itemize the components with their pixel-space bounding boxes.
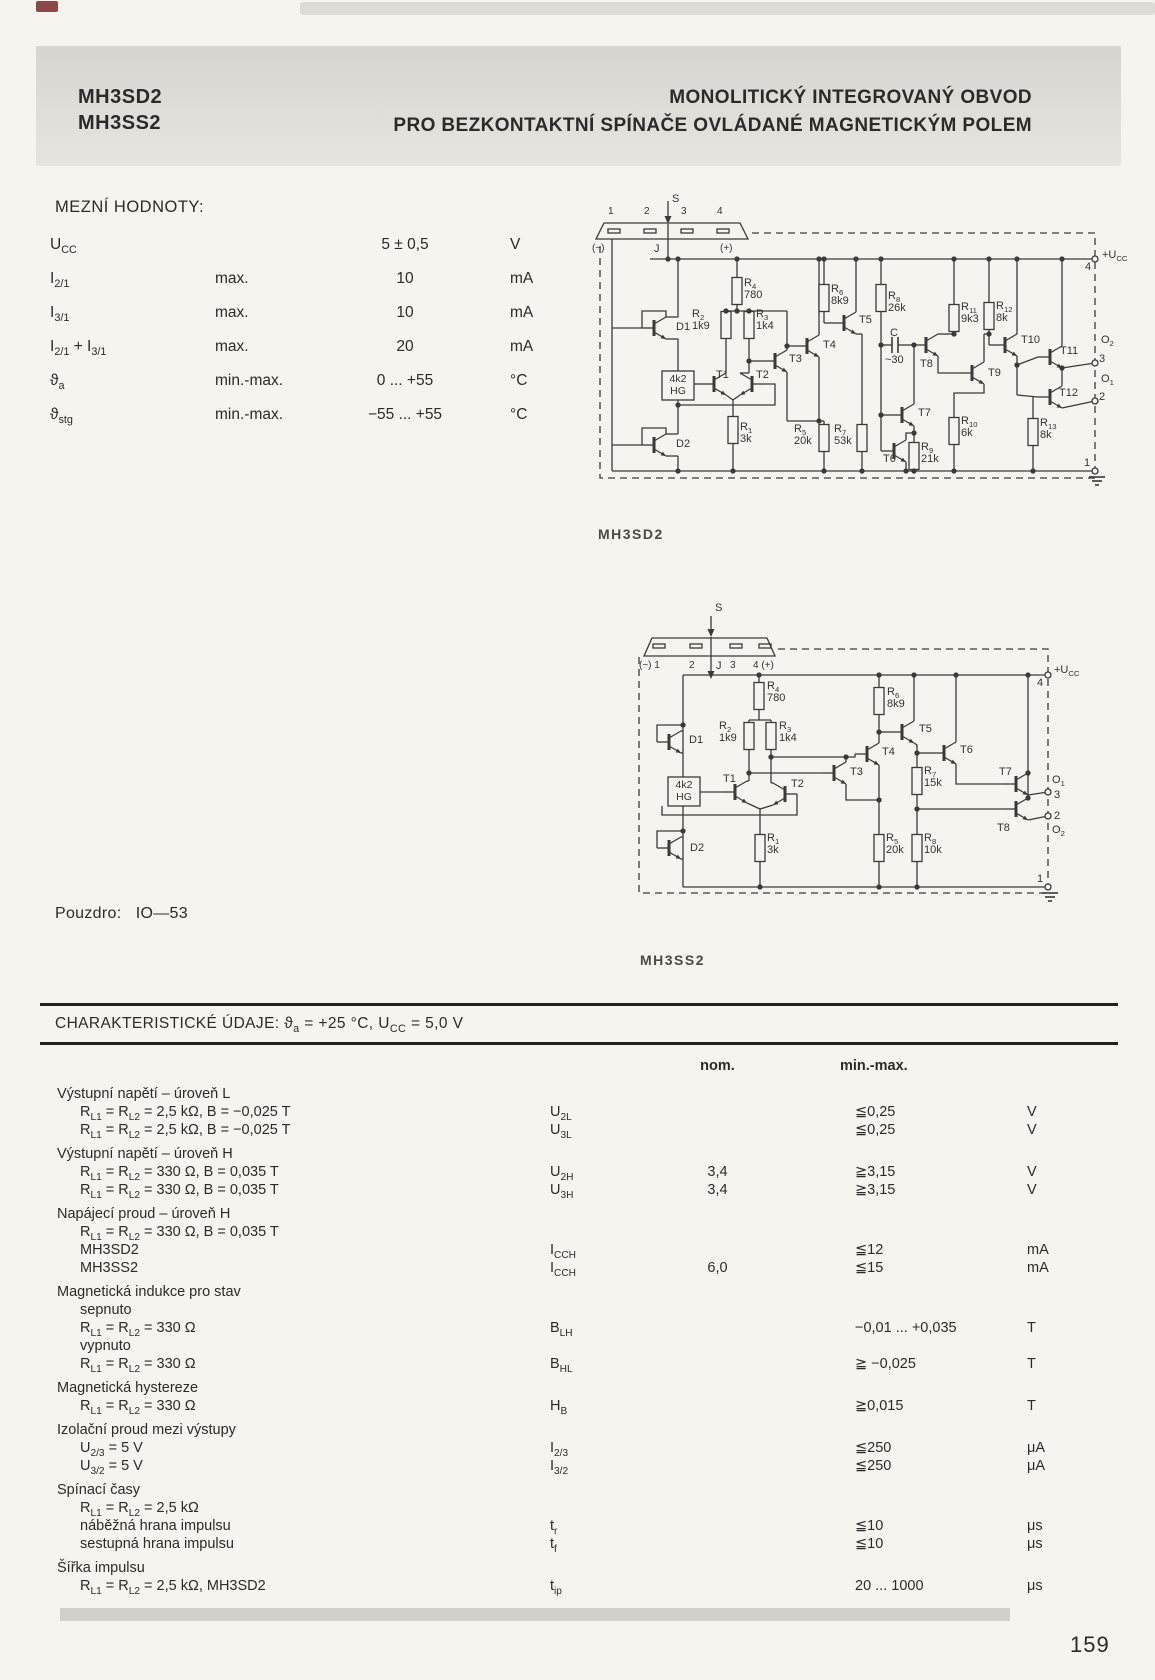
limits-row [50, 364, 610, 398]
mh3ss2-schematic-drawing [595, 580, 1140, 910]
row-symbol: $U_{3H}$ [550, 1182, 574, 1201]
limit-unit: °C [510, 372, 528, 389]
pin-number: 3 [681, 206, 687, 217]
row-nominal: 6,0 [707, 1260, 728, 1276]
row-symbol [545, 1481, 655, 1499]
limit-value: −55 ... +55 [367, 406, 443, 423]
s-field-label: S [672, 193, 680, 205]
package-label: Pouzdro: [55, 905, 122, 922]
output-o1-label: $O_1$ [1101, 373, 1114, 388]
label-t5: T5 [919, 723, 932, 735]
label-r12: $R_{12}$ 8k [996, 300, 1013, 325]
row-description: Spínací časy [57, 1482, 141, 1498]
limit-value: 5 ± 0,5 [381, 236, 429, 253]
row-minmax [780, 1223, 1025, 1241]
label-t6: T6 [883, 453, 896, 465]
row-minmax [780, 1379, 1025, 1397]
row-nominal [655, 1337, 780, 1355]
characteristics-row [40, 1085, 1118, 1103]
terminal-4: 4 [1085, 261, 1092, 273]
pin-number: 3 [730, 660, 736, 671]
limit-condition: max. [215, 270, 249, 287]
label-hall-generator: 4k2 HG [675, 779, 693, 803]
limit-symbol: $I_{2/1}$ [50, 270, 70, 291]
characteristics-row [40, 1499, 1118, 1517]
label-r11: $R_{11}$ 9k3 [961, 301, 979, 326]
label-r5: $R_5$ 20k [886, 832, 904, 857]
row-symbol: $I_{3/2}$ [550, 1458, 569, 1477]
row-description: $R_{L1} = R_{L2} = 2,5$ kΩ [80, 1500, 199, 1519]
output-o2-label: $O_2$ [1052, 824, 1065, 839]
part-numbers [78, 84, 162, 136]
label-hall-generator: 4k2 HG [669, 373, 687, 397]
row-minmax: ≧3,15 [855, 1164, 896, 1180]
limits-table [50, 228, 610, 432]
pin-number: 4 [717, 206, 723, 217]
limit-value: 10 [396, 304, 414, 321]
page-number: 159 [1070, 1632, 1110, 1657]
row-symbol [545, 1145, 655, 1163]
row-description: Magnetická hystereze [57, 1380, 199, 1396]
limit-unit: °C [510, 406, 528, 423]
limit-symbol: $U_{CC}$ [50, 236, 77, 257]
row-unit: V [1027, 1122, 1037, 1138]
row-description: $R_{L1} = R_{L2} = 330$ Ω, B = 0,035 T [80, 1164, 279, 1183]
label-t7: T7 [999, 766, 1012, 778]
j-label: J [654, 243, 660, 255]
characteristics-row [40, 1145, 1118, 1163]
label-t3: T3 [789, 353, 802, 365]
label-d2: D2 [676, 438, 691, 450]
row-description: sepnuto [80, 1302, 132, 1318]
row-description: Napájecí proud – úroveň H [57, 1206, 231, 1222]
row-symbol: $t_r$ [550, 1518, 558, 1537]
row-unit [1025, 1205, 1118, 1223]
row-symbol [545, 1559, 655, 1577]
row-minmax: ≧0,015 [855, 1398, 904, 1414]
row-unit [1025, 1085, 1118, 1103]
row-minmax [780, 1337, 1025, 1355]
row-minmax [780, 1301, 1025, 1319]
terminal-1: 1 [1037, 873, 1044, 885]
label-r7: $R_7$ 53k [834, 423, 852, 448]
row-nominal: 3,4 [707, 1182, 728, 1198]
characteristics-row [40, 1517, 1118, 1535]
title-line-1: MONOLITICKÝ INTEGROVANÝ OBVOD [669, 87, 1032, 108]
characteristics-row [40, 1259, 1118, 1277]
row-unit [1025, 1499, 1118, 1517]
row-symbol [545, 1283, 655, 1301]
output-o1-label: $O_1$ [1052, 774, 1065, 789]
part-number-2: MH3SS2 [78, 112, 162, 134]
column-header-nom: nom. [700, 1058, 735, 1074]
row-unit: V [1027, 1104, 1037, 1120]
row-minmax [780, 1205, 1025, 1223]
output-o2-label: $O_2$ [1101, 334, 1114, 349]
plus-label: (+) [720, 243, 733, 254]
label-d1: D1 [689, 734, 704, 746]
row-description: $R_{L1} = R_{L2} = 330$ Ω [80, 1356, 196, 1375]
row-nominal [655, 1223, 780, 1241]
column-headers [40, 1053, 1118, 1079]
row-unit [1025, 1337, 1118, 1355]
characteristics-row [40, 1355, 1118, 1373]
label-t2: T2 [791, 778, 804, 790]
row-symbol: $H_B$ [550, 1398, 568, 1417]
row-minmax: ≦15 [855, 1260, 884, 1276]
row-nominal [655, 1355, 780, 1373]
limit-condition: min.-max. [215, 372, 284, 389]
schematic2-caption: MH3SS2 [640, 952, 706, 968]
row-minmax: ≦10 [855, 1518, 884, 1534]
row-description: $R_{L1} = R_{L2} = 330$ Ω, B = 0,035 T [80, 1224, 279, 1243]
row-nominal [655, 1121, 780, 1139]
limit-condition: max. [215, 338, 249, 355]
characteristics-row [40, 1301, 1118, 1319]
row-unit: μs [1027, 1578, 1043, 1594]
label-t8: T8 [997, 822, 1010, 834]
characteristics-row [40, 1481, 1118, 1499]
characteristics-row [40, 1319, 1118, 1337]
row-symbol: $B_{HL}$ [550, 1356, 573, 1375]
row-nominal [655, 1577, 780, 1595]
row-symbol: $t_f$ [550, 1536, 557, 1555]
label-r5: $R_5$ 20k [794, 423, 812, 448]
schematic1-caption: MH3SD2 [598, 526, 664, 542]
row-minmax [780, 1481, 1025, 1499]
row-nominal [655, 1103, 780, 1121]
row-description: $R_{L1} = R_{L2} = 2,5$ kΩ, B = −0,025 T [80, 1104, 291, 1123]
terminal-1: 1 [1084, 457, 1091, 469]
row-minmax: 20 ... 1000 [855, 1578, 924, 1594]
row-nominal [655, 1517, 780, 1535]
pin-number: 4 (+) [753, 660, 774, 671]
limit-unit: V [510, 236, 521, 253]
label-r4: $R_4$ 780 [767, 680, 786, 705]
limit-condition [205, 228, 330, 262]
label-t4: T4 [823, 339, 836, 351]
row-unit [1025, 1283, 1118, 1301]
row-unit: μA [1027, 1458, 1046, 1474]
row-minmax: ≦10 [855, 1536, 884, 1552]
row-symbol [545, 1205, 655, 1223]
row-unit: V [1027, 1182, 1037, 1198]
limit-value: 0 ... +55 [376, 372, 434, 389]
label-r8: $R_8$ 26k [888, 290, 906, 315]
row-unit [1025, 1145, 1118, 1163]
characteristics-row [40, 1241, 1118, 1259]
row-unit: T [1027, 1398, 1036, 1414]
row-description: sestupná hrana impulsu [80, 1536, 234, 1552]
characteristics-row [40, 1397, 1118, 1415]
row-minmax [780, 1283, 1025, 1301]
label-t11: T11 [1060, 345, 1079, 357]
label-d1: D1 [676, 321, 691, 333]
characteristics-row [40, 1103, 1118, 1121]
package-value: IO—53 [135, 905, 188, 922]
label-r3: $R_3$ 1k4 [779, 720, 797, 745]
row-symbol: $I_{CCH}$ [550, 1260, 576, 1279]
mh3sd2-schematic [592, 193, 1147, 498]
label-r6: $R_6$ 8k9 [887, 686, 905, 711]
characteristics-row [40, 1559, 1118, 1577]
row-description: $R_{L1} = R_{L2} = 330$ Ω [80, 1320, 196, 1339]
limit-unit: mA [510, 304, 534, 321]
terminal-4: 4 [1037, 677, 1044, 689]
row-symbol: $U_{2H}$ [550, 1164, 574, 1183]
row-nominal [655, 1379, 780, 1397]
row-minmax: ≦250 [855, 1458, 892, 1474]
label-c-value: ~30 [885, 354, 904, 366]
row-symbol [545, 1421, 655, 1439]
row-nominal [655, 1301, 780, 1319]
label-d2: D2 [690, 842, 705, 854]
label-r9: $R_9$ 21k [921, 441, 939, 466]
row-minmax: ≦0,25 [855, 1104, 896, 1120]
limit-unit: mA [510, 270, 534, 287]
row-nominal [655, 1535, 780, 1553]
label-c: C [890, 327, 898, 339]
row-unit: V [1027, 1164, 1037, 1180]
row-description: $R_{L1} = R_{L2} = 330$ Ω [80, 1398, 196, 1417]
limits-row [50, 330, 610, 364]
mh3ss2-schematic [595, 580, 1150, 915]
row-description: Izolační proud mezi výstupy [57, 1422, 236, 1438]
characteristics-row [40, 1535, 1118, 1553]
characteristics-rows [40, 1085, 1118, 1595]
row-unit: T [1027, 1320, 1036, 1336]
row-description: $R_{L1} = R_{L2} = 2,5$ kΩ, MH3SD2 [80, 1578, 266, 1597]
page-title [330, 84, 1032, 140]
limit-symbol: $ϑ_a$ [50, 372, 65, 393]
row-nominal [655, 1421, 780, 1439]
pin-number: (−) 1 [639, 660, 660, 671]
row-description: MH3SS2 [80, 1260, 139, 1276]
row-unit [1025, 1559, 1118, 1577]
row-nominal [655, 1145, 780, 1163]
pin-number: 1 [608, 206, 614, 217]
limit-value: 10 [396, 270, 414, 287]
row-nominal [655, 1439, 780, 1457]
label-t8: T8 [920, 358, 933, 370]
row-nominal [655, 1205, 780, 1223]
limit-unit: mA [510, 338, 534, 355]
row-symbol: $U_{2L}$ [550, 1104, 572, 1123]
pin-number: 2 [644, 206, 650, 217]
row-symbol: $B_{LH}$ [550, 1320, 573, 1339]
minus-label: (−) [592, 243, 605, 254]
row-description: $R_{L1} = R_{L2} = 2,5$ kΩ, B = −0,025 T [80, 1122, 291, 1141]
label-t1: T1 [723, 773, 736, 785]
row-symbol [545, 1499, 655, 1517]
characteristics-row [40, 1577, 1118, 1595]
row-unit: μA [1027, 1440, 1046, 1456]
label-r8: $R_8$ 10k [924, 832, 942, 857]
row-symbol [545, 1379, 655, 1397]
characteristics-row [40, 1421, 1118, 1439]
label-r1: $R_1$ 3k [767, 832, 780, 857]
row-description: $U_{3/2} = 5$ V [80, 1458, 143, 1477]
row-minmax: −0,01 ... +0,035 [855, 1320, 957, 1336]
row-minmax: ≧3,15 [855, 1182, 896, 1198]
table-rule-mid [40, 1042, 1118, 1045]
part-number-1: MH3SD2 [78, 86, 163, 108]
row-unit: T [1027, 1356, 1036, 1372]
row-unit [1025, 1481, 1118, 1499]
label-r10: $R_{10}$ 6k [961, 415, 978, 440]
row-symbol: $I_{2/3}$ [550, 1440, 569, 1459]
row-nominal [655, 1457, 780, 1475]
label-r3: $R_3$ 1k4 [756, 308, 774, 333]
s-field-label: S [715, 602, 723, 614]
characteristics-row [40, 1121, 1118, 1139]
row-unit [1025, 1379, 1118, 1397]
limit-symbol: $I_{3/1}$ [50, 304, 70, 325]
row-nominal [655, 1481, 780, 1499]
label-r6: $R_6$ 8k9 [831, 283, 849, 308]
row-symbol: $t_{ip}$ [550, 1578, 562, 1597]
limit-condition: min.-max. [215, 406, 284, 423]
title-line-2: PRO BEZKONTAKTNÍ SPÍNAČE OVLÁDANÉ MAGNETICKÝM POLEM [393, 115, 1032, 136]
terminal-3: 3 [1099, 353, 1106, 365]
row-minmax [780, 1145, 1025, 1163]
row-nominal [655, 1559, 780, 1577]
limits-row [50, 262, 610, 296]
characteristics-row [40, 1205, 1118, 1223]
column-header-minmax: min.-max. [840, 1058, 908, 1074]
row-unit [1025, 1223, 1118, 1241]
row-description: Šířka impulsu [57, 1560, 145, 1576]
label-t1: T1 [716, 369, 729, 381]
limit-value: 20 [396, 338, 414, 355]
label-r1: $R_1$ 3k [740, 421, 753, 446]
limit-symbol: $ϑ_{stg}$ [50, 406, 73, 427]
terminal-2: 2 [1054, 810, 1061, 822]
row-minmax [780, 1559, 1025, 1577]
limits-row [50, 398, 610, 432]
row-description: $R_{L1} = R_{L2} = 330$ Ω, B = 0,035 T [80, 1182, 279, 1201]
row-nominal [655, 1241, 780, 1259]
characteristics-row [40, 1457, 1118, 1475]
characteristics-row [40, 1163, 1118, 1181]
row-nominal [655, 1283, 780, 1301]
row-minmax: ≦250 [855, 1440, 892, 1456]
row-unit: mA [1027, 1242, 1049, 1258]
row-nominal [655, 1085, 780, 1103]
row-minmax [780, 1421, 1025, 1439]
row-unit: μs [1027, 1518, 1043, 1534]
scan-streak [300, 2, 1155, 15]
characteristics-row [40, 1379, 1118, 1397]
label-t4: T4 [882, 746, 895, 758]
row-unit: mA [1027, 1260, 1049, 1276]
label-t10: T10 [1021, 334, 1040, 346]
limit-condition: max. [215, 304, 249, 321]
j-label: J [716, 660, 722, 672]
row-nominal [655, 1319, 780, 1337]
row-unit [1025, 1301, 1118, 1319]
row-minmax: ≦12 [855, 1242, 884, 1258]
package-line [55, 905, 188, 923]
characteristics-row [40, 1283, 1118, 1301]
row-symbol [545, 1223, 655, 1241]
row-minmax [780, 1499, 1025, 1517]
scan-mark [36, 1, 58, 12]
label-r4: $R_4$ 780 [744, 277, 763, 302]
characteristics-row [40, 1439, 1118, 1457]
row-unit: μs [1027, 1536, 1043, 1552]
row-symbol: $U_{3L}$ [550, 1122, 572, 1141]
row-description: Magnetická indukce pro stav [57, 1284, 241, 1300]
label-r7: $R_7$ 15k [924, 765, 942, 790]
limit-symbol: $I_{2/1} + I_{3/1}$ [50, 338, 107, 359]
scan-bottom-bar [60, 1608, 1010, 1621]
row-symbol [545, 1085, 655, 1103]
row-unit [1025, 1421, 1118, 1439]
mh3sd2-schematic-drawing [592, 193, 1137, 493]
characteristics-heading: CHARAKTERISTICKÉ ÚDAJE: $ϑ_a = +25$ °C, $U_{CC} = 5,0$ V [55, 1015, 464, 1036]
label-t9: T9 [988, 367, 1001, 379]
characteristics-row [40, 1337, 1118, 1355]
row-description: $U_{2/3} = 5$ V [80, 1440, 143, 1459]
row-nominal [655, 1499, 780, 1517]
row-description: vypnuto [80, 1338, 131, 1354]
characteristics-row [40, 1181, 1118, 1199]
label-r2: $R_2$ 1k9 [692, 308, 710, 333]
characteristics-row [40, 1223, 1118, 1241]
label-r2: $R_2$ 1k9 [719, 720, 737, 745]
limits-row [50, 228, 610, 262]
row-description: MH3SD2 [80, 1242, 139, 1258]
limits-row [50, 296, 610, 330]
terminal-3: 3 [1054, 789, 1061, 801]
terminal-2: 2 [1099, 391, 1106, 403]
label-t12: T12 [1059, 387, 1078, 399]
label-r13: $R_{13}$ 8k [1040, 417, 1057, 442]
row-nominal: 3,4 [707, 1164, 728, 1180]
row-symbol [545, 1301, 655, 1319]
row-description: Výstupní napětí – úroveň H [57, 1146, 233, 1162]
pin-number: 2 [689, 660, 695, 671]
vcc-label: $+U_{CC}$ [1054, 664, 1080, 679]
characteristics-table [40, 1003, 1118, 1595]
label-t3: T3 [850, 766, 863, 778]
row-minmax [780, 1085, 1025, 1103]
label-t6: T6 [960, 744, 973, 756]
row-nominal [655, 1397, 780, 1415]
label-t5: T5 [859, 314, 872, 326]
row-symbol: $I_{CCH}$ [550, 1242, 576, 1261]
row-description: náběžná hrana impulsu [80, 1518, 231, 1534]
row-description: Výstupní napětí – úroveň L [57, 1086, 231, 1102]
label-t2: T2 [756, 369, 769, 381]
vcc-label: $+U_{CC}$ [1102, 249, 1128, 264]
row-minmax: ≧ −0,025 [855, 1356, 916, 1372]
row-minmax: ≦0,25 [855, 1122, 896, 1138]
limits-heading: MEZNÍ HODNOTY: [55, 198, 205, 216]
row-symbol [545, 1337, 655, 1355]
label-t7: T7 [918, 407, 931, 419]
